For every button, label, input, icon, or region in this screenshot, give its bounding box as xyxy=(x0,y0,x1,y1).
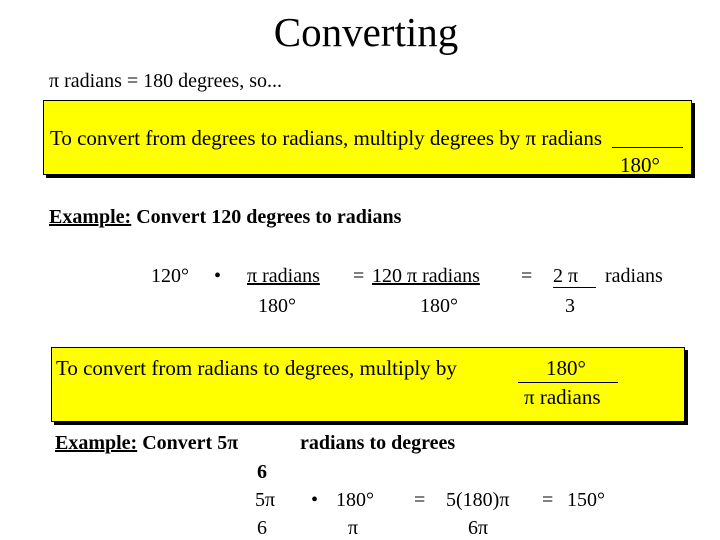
equals-sign: = xyxy=(542,489,554,511)
page-title: Converting xyxy=(273,9,459,55)
radians-to-degrees-numerator: 180° xyxy=(546,356,586,380)
fraction-bar xyxy=(518,382,618,383)
calc-term: π radians xyxy=(247,265,320,287)
calc-term: 5π xyxy=(255,489,276,511)
calc-denominator: 180° xyxy=(420,295,458,317)
equals-sign: = xyxy=(414,489,426,511)
fraction-bar xyxy=(612,147,683,148)
calc-term: radians xyxy=(605,265,663,287)
example1-heading xyxy=(49,205,401,229)
calc-term: 120° xyxy=(151,265,189,287)
calc-denominator: 3 xyxy=(565,295,575,317)
degrees-to-radians-rule: To convert from degrees to radians, multiply degrees by π radians xyxy=(50,126,603,150)
example-label: Example: xyxy=(49,206,132,228)
calc-term: 180° xyxy=(336,489,374,511)
equals-sign: = xyxy=(353,265,365,287)
example-prompt: Convert 120 degrees to radians xyxy=(136,206,402,228)
calc-term: 120 π radians xyxy=(372,265,480,287)
radians-to-degrees-denominator: π radians xyxy=(524,385,601,409)
example-prompt-rest: radians to degrees xyxy=(300,432,456,454)
degrees-to-radians-denominator: 180° xyxy=(620,153,660,177)
calc-term: 5(180)π xyxy=(446,489,510,511)
calc-denominator: π xyxy=(348,517,359,539)
calc-denominator: 6 xyxy=(257,517,267,539)
example2-heading xyxy=(55,431,238,455)
calc-term: 2 π xyxy=(553,265,579,287)
intro-text: π radians = 180 degrees, so... xyxy=(49,70,282,92)
multiply-dot: • xyxy=(214,265,222,287)
fraction-bar xyxy=(553,287,596,288)
multiply-dot: • xyxy=(311,489,319,511)
calc-denominator: 6π xyxy=(468,517,489,539)
example-prompt-denominator: 6 xyxy=(257,461,267,483)
calc-denominator: 180° xyxy=(258,295,296,317)
example-label: Example: xyxy=(55,432,138,454)
example-prompt: Convert 5π xyxy=(142,432,239,454)
radians-to-degrees-rule: To convert from radians to degrees, multiply by xyxy=(56,356,457,380)
calc-result: 150° xyxy=(567,489,605,511)
equals-sign: = xyxy=(521,265,533,287)
